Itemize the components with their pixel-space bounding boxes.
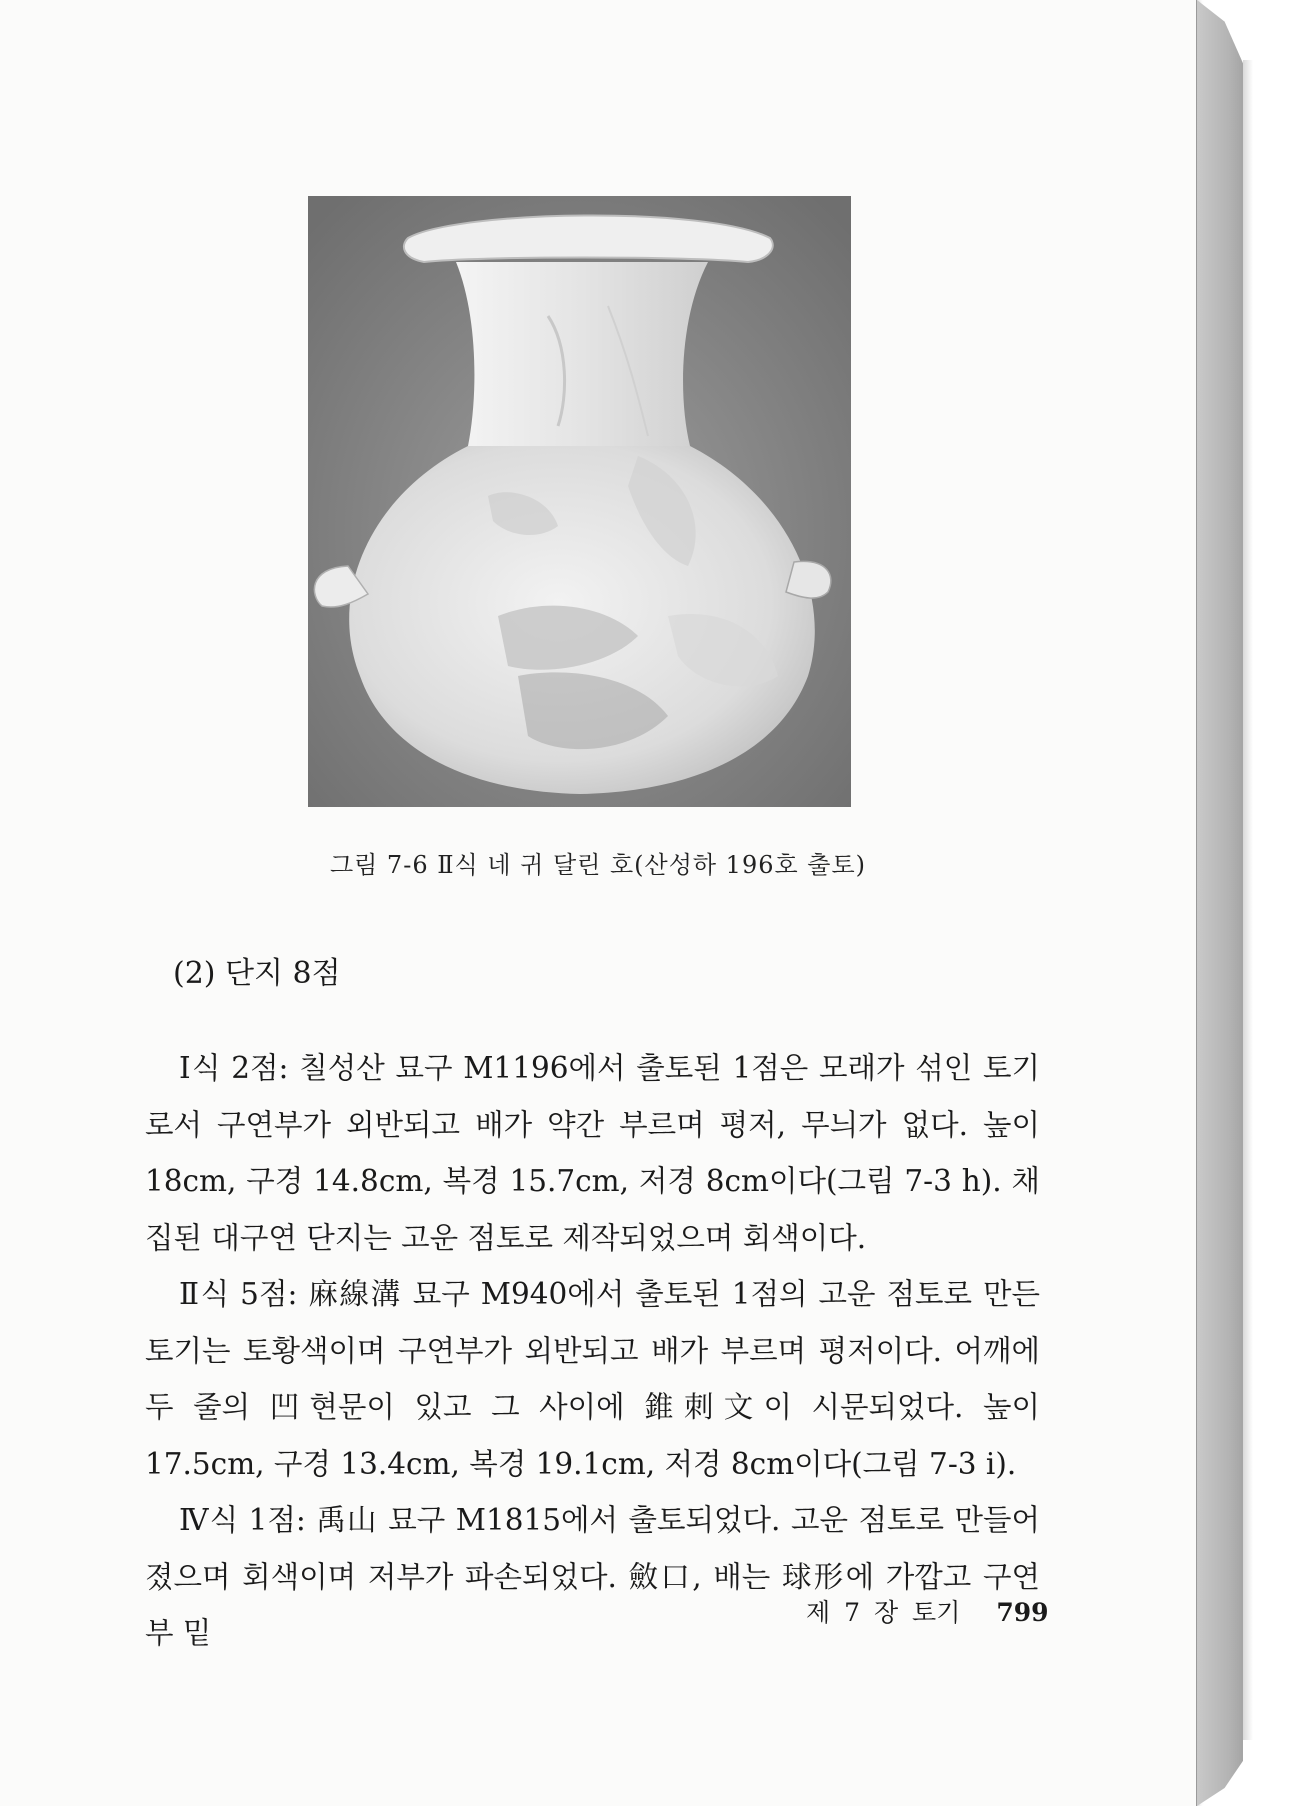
section-heading: (2) 단지 8점 [173,956,341,991]
paragraph-type-4: Ⅳ식 1점: 禹山 묘구 M1815에서 출토되었다. 고운 점토로 만들어졌으며 회색이며 저부가 파손되었다. 斂口, 배는 球形에 가깝고 구연부 밑 [145,1503,1040,1650]
page-number: 799 [996,1598,1049,1627]
book-page-edge [1197,0,1243,1806]
chapter-title: 제 7 장 토기 [806,1598,961,1627]
paragraph-type-2: Ⅱ식 5점: 麻線溝 묘구 M940에서 출토된 1점의 고운 점토로 만든 토기는 토황색이며 구연부가 외반되고 배가 부르며 평저이다. 어깨에 두 줄의 凹현문이 있고 그 사이에 錐刺文이 시문되었다. 높이 17.5cm, 구경 13.4cm, 복경 19.1cm, 저경 8cm이다(그림 7-3 i). [145,1277,1040,1481]
body-text [145,1040,1040,1662]
paragraph-type-1: Ⅰ식 2점: 칠성산 묘구 M1196에서 출토된 1점은 모래가 섞인 토기로서 구연부가 외반되고 배가 약간 부르며 평저, 무늬가 없다. 높이 18cm, 구경 14.8cm, 복경 15.7cm, 저경 8cm이다(그림 7-3 h). 채집된 대구연 단지는 고운 점토로 제작되었으며 회색이다. [145,1051,1040,1255]
jar-photo-illustration [308,196,851,807]
figure-photo-four-eared-jar [308,196,851,807]
page-footer [806,1593,1049,1629]
figure-caption: 그림 7-6 Ⅱ식 네 귀 달린 호(산성하 196호 출토) [329,851,867,879]
book-shadow [1243,60,1253,1740]
